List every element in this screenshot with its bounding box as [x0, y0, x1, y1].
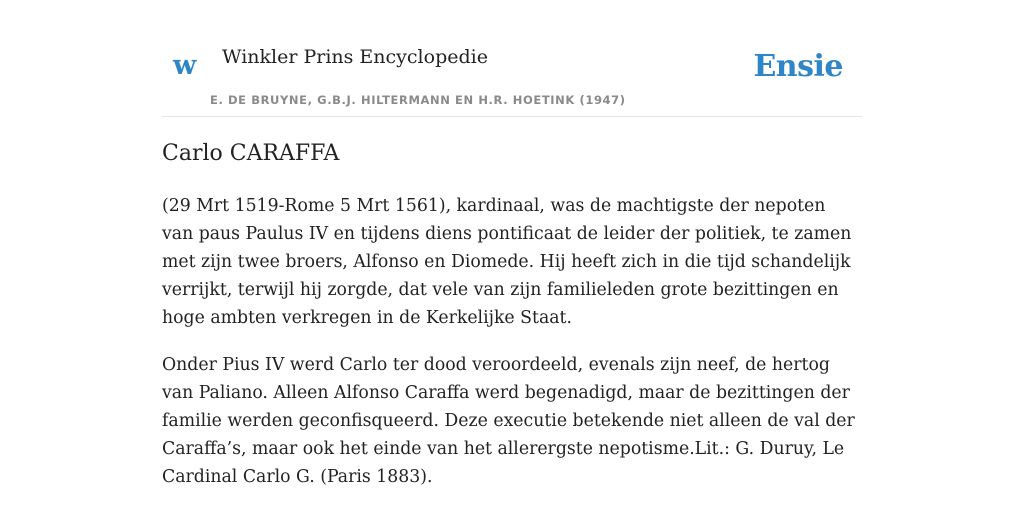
ensie-logo[interactable]: Ensie [753, 49, 843, 84]
winkler-prins-logo[interactable]: w [173, 50, 197, 81]
page-container [162, 0, 862, 487]
article-title: Carlo CARAFFA [162, 141, 340, 166]
page-header [162, 0, 862, 117]
article-paragraph-2: Onder Pius IV werd Carlo ter dood veroordeeld, evenals zijn neef, de hertog van Paliano. Alleen Alfonso Caraffa werd begenadigd, maar de bezittingen der familie werden geconfisqueerd. Deze executie betekende niet alleen de val der Caraffa’s, maar ook het einde van het allerergste nepotisme.Lit.: G. Duruy, Le Cardinal Carlo G. (Paris 1883). [162, 355, 855, 487]
encyclopedia-authors: E. DE BRUYNE, G.B.J. HILTERMANN EN H.R. HOETINK (1947) [210, 93, 626, 107]
article-paragraph-1: (29 Mrt 1519-Rome 5 Mrt 1561), kardinaal, was de machtigste der nepoten van paus Paulus IV en tijdens diens pontificaat de leider der politiek, te zamen met zijn twee broers, Alfonso en Diomede. Hij heeft zich in die tijd schandelijk verrijkt, terwijl hij zorgde, dat vele van zijn familieleden grote bezittingen en hoge ambten verkregen in de Kerkelijke Staat. [162, 196, 852, 328]
encyclopedia-title[interactable]: Winkler Prins Encyclopedie [222, 46, 488, 68]
